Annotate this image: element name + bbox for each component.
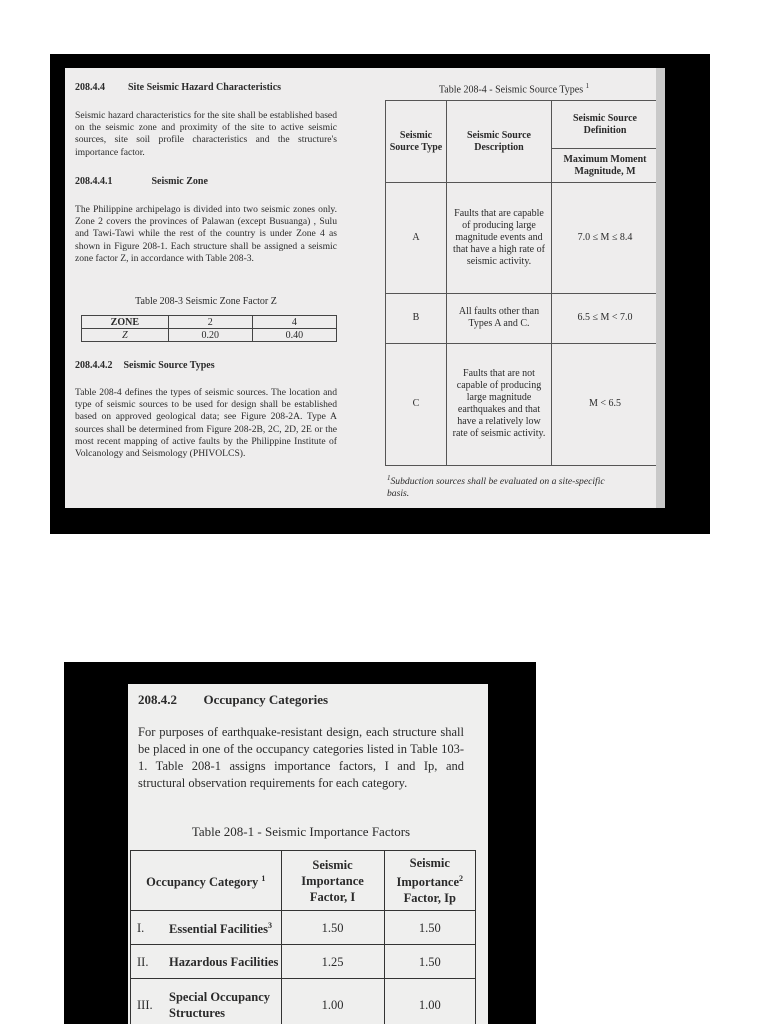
cell-factor-ip: 1.50 <box>384 945 475 979</box>
section-title: Seismic Zone <box>151 176 208 187</box>
header-magnitude: Maximum Moment Magnitude, M <box>552 149 659 183</box>
cell-type: C <box>386 343 447 465</box>
table-row <box>82 316 337 329</box>
header-type: Seismic Source Type <box>386 101 447 183</box>
header-factor-i: Seismic Importance Factor, I <box>281 851 384 911</box>
caption-text: Table 208-4 - Seismic Source Types <box>438 84 584 96</box>
top-page <box>65 68 665 508</box>
zone-table-caption: Table 208-3 Seismic Zone Factor Z <box>135 296 277 307</box>
caption-footnote-marker: 1 <box>585 82 590 90</box>
header-description: Seismic Source Description <box>447 101 552 183</box>
header-factor-ip: Seismic Importance$^2$ Factor, Ip <box>384 851 475 911</box>
table-row <box>386 293 659 343</box>
cell-magnitude: M < 6.5 <box>552 343 659 465</box>
occupancy-paragraph: For purposes of earthquake-resistant design, each structure shall be placed in one of the occupancy categories listed in Table 103-1. Table 208-1 assigns importance factors, I and Ip, and structural observation requirements for each category. <box>138 725 464 790</box>
section-title: Site Seismic Hazard Characteristics <box>128 82 282 93</box>
cell-factor-ip: 1.50 <box>384 911 475 945</box>
cell-factor-i: 1.00 <box>281 979 384 1024</box>
zone-paragraph: The Philippine archipelago is divided into two seismic zones only. Zone 2 covers the provinces of Palawan (except Busuanga) , Sulu and Tawi-Tawi while the rest of the country is under Zone 4 as shown in Figure 208-1. Each structure shall be assigned a seismic zone factor Z, in accordance with Table 208-3. <box>75 204 337 264</box>
section-heading-208-4-4-1 <box>75 176 345 187</box>
section-heading-208-4-2 <box>138 692 478 708</box>
table-row <box>131 979 476 1024</box>
seismic-source-table <box>385 100 659 466</box>
cell-type: A <box>386 183 447 293</box>
importance-table-caption: Table 208-1 - Seismic Importance Factors <box>191 824 411 839</box>
section-number: 208.4.2 <box>138 692 177 707</box>
cell-category: Hazardous Facilities <box>168 945 281 979</box>
cell-description: Faults that are not capable of producing large magnitude earthquakes and that have a relatively low rate of seismic activity. <box>447 343 552 465</box>
table-row <box>386 343 659 465</box>
table-cell: ZONE <box>82 316 169 329</box>
table-cell: 4 <box>252 316 336 329</box>
table-row <box>131 911 476 945</box>
source-table-caption <box>383 82 645 95</box>
source-table-footnote <box>387 472 617 500</box>
cell-num: III. <box>131 979 169 1024</box>
table-cell: 0.40 <box>252 329 336 342</box>
source-paragraph: Table 208-4 defines the types of seismic sources. The location and type of seismic sources to be used for design shall be established based on approved geological data; see Figure 208-2A. Type A sources shall be determined from Figure 208-2B, 2C, 2D, 2E or the most recent mapping of active faults by the Philippine Institute of Volcanology and Seismology (PHIVOLCS). <box>75 387 337 460</box>
cell-category: Essential Facilities$^3$ <box>168 911 281 945</box>
cell-type: B <box>386 293 447 343</box>
table-cell: Z <box>82 329 169 342</box>
header-definition: Seismic Source Definition <box>552 101 659 149</box>
intro-paragraph: Seismic hazard characteristics for the site shall be established based on the seismic zone and proximity of the site to active seismic sources, site soil profile characteristics and the structure's importance factor. <box>75 110 337 158</box>
table-cell: 0.20 <box>168 329 252 342</box>
scan-edge-shadow <box>656 68 665 508</box>
bottom-page <box>128 684 488 1024</box>
table-header-row <box>386 101 659 149</box>
section-title: Occupancy Categories <box>203 692 329 707</box>
section-number: 208.4.4.2 <box>75 360 113 371</box>
footnote-marker: 1 <box>387 474 391 482</box>
footnote-text: Subduction sources shall be evaluated on a site-specific basis. <box>387 476 605 500</box>
cell-factor-i: 1.25 <box>281 945 384 979</box>
table-cell: 2 <box>168 316 252 329</box>
section-heading-208-4-4-2 <box>75 360 345 371</box>
cell-factor-ip: 1.00 <box>384 979 475 1024</box>
cell-num: I. <box>131 911 169 945</box>
cell-description: All faults other than Types A and C. <box>447 293 552 343</box>
cell-magnitude: 7.0 ≤ M ≤ 8.4 <box>552 183 659 293</box>
cell-num: II. <box>131 945 169 979</box>
section-heading-208-4-4 <box>75 82 365 93</box>
table-header-row <box>131 851 476 911</box>
importance-factors-table <box>130 850 476 1024</box>
cell-magnitude: 6.5 ≤ M < 7.0 <box>552 293 659 343</box>
header-category: Occupancy Category $^1$ <box>131 851 282 911</box>
table-row <box>82 329 337 342</box>
zone-factor-table <box>81 315 337 342</box>
cell-description: Faults that are capable of producing large magnitude events and that have a high rate of seismic activity. <box>447 183 552 293</box>
section-number: 208.4.4.1 <box>75 176 113 187</box>
cell-category: Special Occupancy Structures <box>168 979 281 1024</box>
cell-factor-i: 1.50 <box>281 911 384 945</box>
section-number: 208.4.4 <box>75 82 105 93</box>
table-row <box>386 183 659 293</box>
section-title: Seismic Source Types <box>123 360 215 371</box>
table-row <box>131 945 476 979</box>
